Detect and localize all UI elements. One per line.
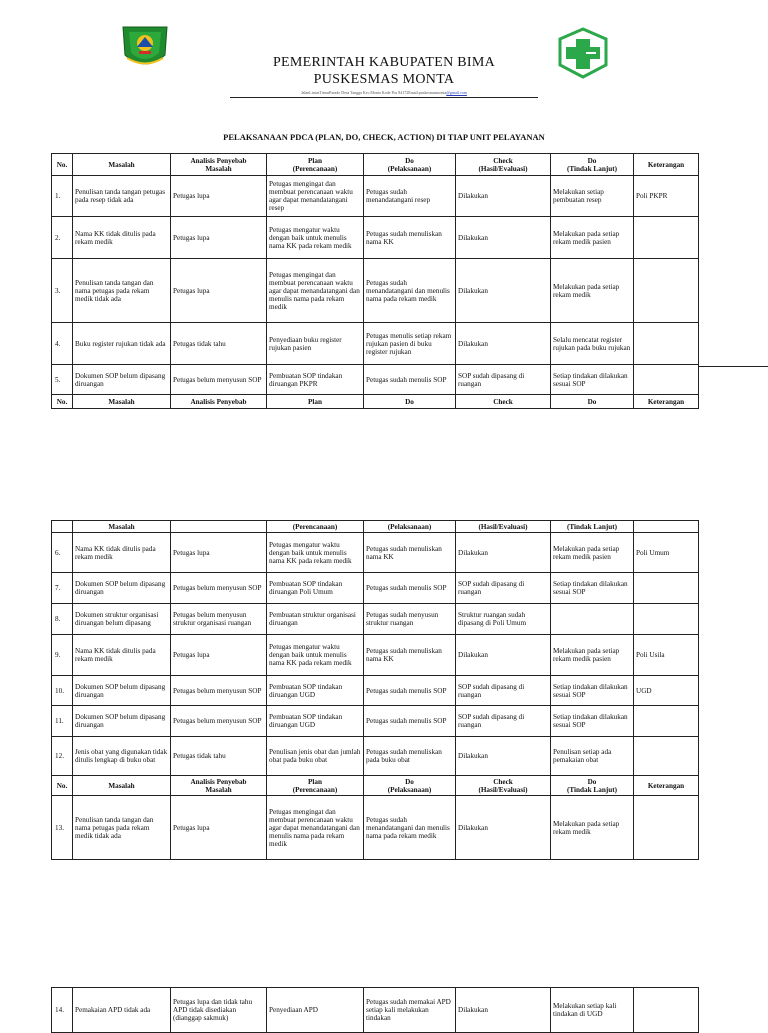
cell-check: Dilakukan <box>456 323 551 365</box>
cell-do: Petugas sudah menandatangani dan menulis nama pada rekam medik <box>364 796 456 860</box>
cell-analisis: Petugas lupa <box>171 796 267 860</box>
cell-check: Struktur ruangan sudah dipasang di Poli Umum <box>456 604 551 635</box>
cell-keterangan <box>634 796 699 860</box>
pdca-table-1 <box>51 153 699 409</box>
cell-masalah: Pemakaian APD tidak ada <box>73 988 171 1033</box>
cell-act: Melakukan pada setiap rekam medik pasien <box>551 533 634 573</box>
row-no: 14. <box>52 988 73 1033</box>
cell-act: Selalu mencatat register rujukan pada buku rujukan <box>551 323 634 365</box>
header-address <box>200 90 568 95</box>
table-row <box>52 706 699 737</box>
cell-analisis: Petugas tidak tahu <box>171 737 267 776</box>
cell-act: Setiap tindakan dilakukan sesuai SOP <box>551 365 634 395</box>
cell-keterangan <box>634 706 699 737</box>
col-do: Do (Pelaksanaan) <box>364 154 456 176</box>
cell-masalah: Penulisan tanda tangan petugas pada resep tidak ada <box>73 176 171 217</box>
table-row <box>52 365 699 395</box>
cell-plan: Petugas mengingat dan membuat perencanaan waktu agar dapat menandatangani resep <box>267 176 364 217</box>
cell-act: Penulisan setiap ada pemakaian obat <box>551 737 634 776</box>
rh-masalah: Masalah <box>73 395 171 409</box>
col-check: Check (Hasil/Evaluasi) <box>456 776 551 796</box>
cell-act: Melakukan pada setiap rekam medik <box>551 796 634 860</box>
cell-masalah: Penulisan tanda tangan dan nama petugas pada rekam medik tidak ada <box>73 796 171 860</box>
row-no: 13. <box>52 796 73 860</box>
cell-masalah: Nama KK tidak ditulis pada rekam medik <box>73 635 171 676</box>
cell-act: Melakukan pada setiap rekam medik pasien <box>551 635 634 676</box>
cell-do: Petugas sudah menulis SOP <box>364 706 456 737</box>
cell-plan: Penyediaan APD <box>267 988 364 1033</box>
cell-masalah: Dokumen SOP belum dipasang diruangan <box>73 365 171 395</box>
ch-act: (Tindak Lanjut) <box>551 521 634 533</box>
cell-check: SOP sudah dipasang di ruangan <box>456 676 551 706</box>
rh-plan: Plan <box>267 395 364 409</box>
row-no: 11. <box>52 706 73 737</box>
cell-keterangan: UGD <box>634 676 699 706</box>
stray-line <box>698 366 768 367</box>
cell-keterangan <box>634 988 699 1033</box>
cell-check: Dilakukan <box>456 988 551 1033</box>
header-title-line2: PUSKESMAS MONTA <box>313 72 455 87</box>
cell-plan: Pembuatan struktur organisasi diruangan <box>267 604 364 635</box>
col-analisis: Analisis Penyebab Masalah <box>171 776 267 796</box>
cell-do: Petugas sudah menuliskan pada buku obat <box>364 737 456 776</box>
table-row <box>52 604 699 635</box>
cell-analisis: Petugas lupa dan tidak tahu APD tidak disediakan (dianggap sakmuk) <box>171 988 267 1033</box>
col-check: Check (Hasil/Evaluasi) <box>456 154 551 176</box>
cell-do: Petugas sudah menandatangani resep <box>364 176 456 217</box>
cell-check: Dilakukan <box>456 533 551 573</box>
cell-do: Petugas sudah menuliskan nama KK <box>364 533 456 573</box>
cell-keterangan <box>634 604 699 635</box>
cell-plan: Pembuatan SOP tindakan diruangan PKPR <box>267 365 364 395</box>
ch-do: (Pelaksanaan) <box>364 521 456 533</box>
table-header-row <box>52 776 699 796</box>
ch-masalah: Masalah <box>73 521 171 533</box>
cell-act: Melakukan setiap kali tindakan di UGD <box>551 988 634 1033</box>
table-row <box>52 573 699 604</box>
cell-act: Melakukan pada setiap rekam medik pasien <box>551 217 634 259</box>
cell-do: Petugas sudah menuliskan nama KK <box>364 635 456 676</box>
cell-check: Dilakukan <box>456 217 551 259</box>
cell-analisis: Petugas tidak tahu <box>171 323 267 365</box>
cell-plan: Pembuatan SOP tindakan diruangan UGD <box>267 706 364 737</box>
ch-analisis <box>171 521 267 533</box>
table-row <box>52 737 699 776</box>
cell-act: Setiap tindakan dilakukan sesuai SOP <box>551 573 634 604</box>
header-title-line1: PEMERINTAH KABUPATEN BIMA <box>272 55 496 70</box>
cell-act: Melakukan setiap pembuatan resep <box>551 176 634 217</box>
table-header-row <box>52 154 699 176</box>
cell-analisis: Petugas lupa <box>171 176 267 217</box>
col-analisis: Analisis Penyebab Masalah <box>171 154 267 176</box>
cell-plan: Petugas mengatur waktu dengan baik untuk menulis nama KK pada rekam medik <box>267 635 364 676</box>
cell-masalah: Dokumen struktur organisasi diruangan belum dipasang <box>73 604 171 635</box>
cell-do: Petugas sudah memakai APD setiap kali melakukan tindakan <box>364 988 456 1033</box>
repeat-header-row <box>52 395 699 409</box>
cell-check: Dilakukan <box>456 796 551 860</box>
cell-masalah: Nama KK tidak ditulis pada rekam medik <box>73 217 171 259</box>
row-no: 10. <box>52 676 73 706</box>
cell-check: SOP sudah dipasang di ruangan <box>456 365 551 395</box>
cell-plan: Penulisan jenis obat dan jumlah obat pada buku obat <box>267 737 364 776</box>
pdca-table-2 <box>51 520 699 860</box>
col-plan: Plan (Perencanaan) <box>267 776 364 796</box>
cell-act: Setiap tindakan dilakukan sesuai SOP <box>551 706 634 737</box>
cell-analisis: Petugas lupa <box>171 533 267 573</box>
cell-keterangan: Poli Umum <box>634 533 699 573</box>
bima-regency-emblem <box>119 25 171 71</box>
col-act: Do (Tindak Lanjut) <box>551 776 634 796</box>
ch-plan: (Perencanaan) <box>267 521 364 533</box>
cell-check: SOP sudah dipasang di ruangan <box>456 573 551 604</box>
cell-plan: Petugas mengatur waktu dengan baik untuk menulis nama KK pada rekam medik <box>267 217 364 259</box>
table-row <box>52 635 699 676</box>
row-no: 3. <box>52 259 73 323</box>
cell-check: Dilakukan <box>456 259 551 323</box>
col-keterangan: Keterangan <box>634 154 699 176</box>
cell-keterangan: Poli PKPR <box>634 176 699 217</box>
col-no: No. <box>52 154 73 176</box>
cell-act: Melakukan pada setiap rekam medik <box>551 259 634 323</box>
address-text: JalanLintasTimurParado Desa Tangga Kec.Monta Kode Pos 84172Email:puskesmasmonta <box>301 90 447 95</box>
table-row <box>52 259 699 323</box>
table-row <box>52 217 699 259</box>
email-link[interactable]: @gmail.com <box>446 90 467 95</box>
cell-check: Dilakukan <box>456 737 551 776</box>
cell-plan: Petugas mengatur waktu dengan baik untuk menulis nama KK pada rekam medik <box>267 533 364 573</box>
cell-keterangan <box>634 573 699 604</box>
row-no: 5. <box>52 365 73 395</box>
cell-plan: Penyediaan buku register rujukan pasien <box>267 323 364 365</box>
cell-analisis: Petugas belum menyusun SOP <box>171 573 267 604</box>
cell-plan: Petugas mengingat dan membuat perencanaan waktu agar dapat menandatangani dan menulis nama pada rekam medik <box>267 259 364 323</box>
cell-masalah: Dokumen SOP belum dipasang diruangan <box>73 676 171 706</box>
rh-do: Do <box>364 395 456 409</box>
cell-keterangan <box>634 737 699 776</box>
rh-no: No. <box>52 395 73 409</box>
row-no: 9. <box>52 635 73 676</box>
col-masalah: Masalah <box>73 776 171 796</box>
cell-analisis: Petugas belum menyusun SOP <box>171 365 267 395</box>
rh-analisis: Analisis Penyebab <box>171 395 267 409</box>
col-no: No. <box>52 776 73 796</box>
pdca-table-3 <box>51 987 699 1033</box>
cell-analisis: Petugas lupa <box>171 217 267 259</box>
cell-analisis: Petugas lupa <box>171 635 267 676</box>
cell-analisis: Petugas belum menyusun SOP <box>171 706 267 737</box>
table-row <box>52 176 699 217</box>
table-row <box>52 796 699 860</box>
cell-masalah: Penulisan tanda tangan dan nama petugas pada rekam medik tidak ada <box>73 259 171 323</box>
cell-do: Petugas sudah menulis SOP <box>364 365 456 395</box>
cell-analisis: Petugas belum menyusun SOP <box>171 676 267 706</box>
cell-act <box>551 604 634 635</box>
cell-do: Petugas sudah menuliskan nama KK <box>364 217 456 259</box>
ch-keterangan <box>634 521 699 533</box>
row-no: 12. <box>52 737 73 776</box>
col-keterangan: Keterangan <box>634 776 699 796</box>
continuation-header-row <box>52 521 699 533</box>
col-plan: Plan (Perencanaan) <box>267 154 364 176</box>
row-no: 7. <box>52 573 73 604</box>
cell-keterangan <box>634 217 699 259</box>
cell-do: Petugas sudah menulis SOP <box>364 573 456 604</box>
table-row <box>52 533 699 573</box>
row-no: 2. <box>52 217 73 259</box>
col-masalah: Masalah <box>73 154 171 176</box>
table-row <box>52 676 699 706</box>
row-no: 1. <box>52 176 73 217</box>
cell-check: SOP sudah dipasang di ruangan <box>456 706 551 737</box>
ch-check: (Hasil/Evaluasi) <box>456 521 551 533</box>
row-no: 8. <box>52 604 73 635</box>
cell-do: Petugas sudah menyusun struktur ruangan <box>364 604 456 635</box>
cell-masalah: Nama KK tidak ditulis pada rekam medik <box>73 533 171 573</box>
col-act: Do (Tindak Lanjut) <box>551 154 634 176</box>
document-title: PELAKSANAAN PDCA (PLAN, DO, CHECK, ACTION) DI TIAP UNIT PELAYANAN <box>223 132 545 142</box>
header-divider <box>230 97 538 98</box>
cell-masalah: Dokumen SOP belum dipasang diruangan <box>73 573 171 604</box>
table-row <box>52 323 699 365</box>
cell-do: Petugas sudah menulis SOP <box>364 676 456 706</box>
cell-plan: Pembuatan SOP tindakan diruangan Poli Umum <box>267 573 364 604</box>
rh-act: Do <box>551 395 634 409</box>
cell-keterangan <box>634 259 699 323</box>
ch-no <box>52 521 73 533</box>
cell-plan: Pembuatan SOP tindakan diruangan UGD <box>267 676 364 706</box>
cell-masalah: Buku register rujukan tidak ada <box>73 323 171 365</box>
rh-keterangan: Keterangan <box>634 395 699 409</box>
cell-analisis: Petugas lupa <box>171 259 267 323</box>
cell-keterangan: Poli Usila <box>634 635 699 676</box>
col-do: Do (Pelaksanaan) <box>364 776 456 796</box>
cell-masalah: Dokumen SOP belum dipasang diruangan <box>73 706 171 737</box>
cell-keterangan <box>634 365 699 395</box>
table-row <box>52 988 699 1033</box>
cell-act: Setiap tindakan dilakukan sesuai SOP <box>551 676 634 706</box>
cell-check: Dilakukan <box>456 176 551 217</box>
cell-plan: Petugas mengingat dan membuat perencanaan waktu agar dapat menandatangani dan menulis nama pada rekam medik <box>267 796 364 860</box>
cell-do: Petugas menulis setiap rekam rujukan pasien di buku register rujukan <box>364 323 456 365</box>
row-no: 6. <box>52 533 73 573</box>
cell-keterangan <box>634 323 699 365</box>
cell-do: Petugas sudah menandatangani dan menulis nama pada rekam medik <box>364 259 456 323</box>
rh-check: Check <box>456 395 551 409</box>
cell-check: Dilakukan <box>456 635 551 676</box>
cell-analisis: Petugas belum menyusun struktur organisasi ruangan <box>171 604 267 635</box>
cell-masalah: Jenis obat yang digunakan tidak ditulis lengkap di buku obat <box>73 737 171 776</box>
row-no: 4. <box>52 323 73 365</box>
